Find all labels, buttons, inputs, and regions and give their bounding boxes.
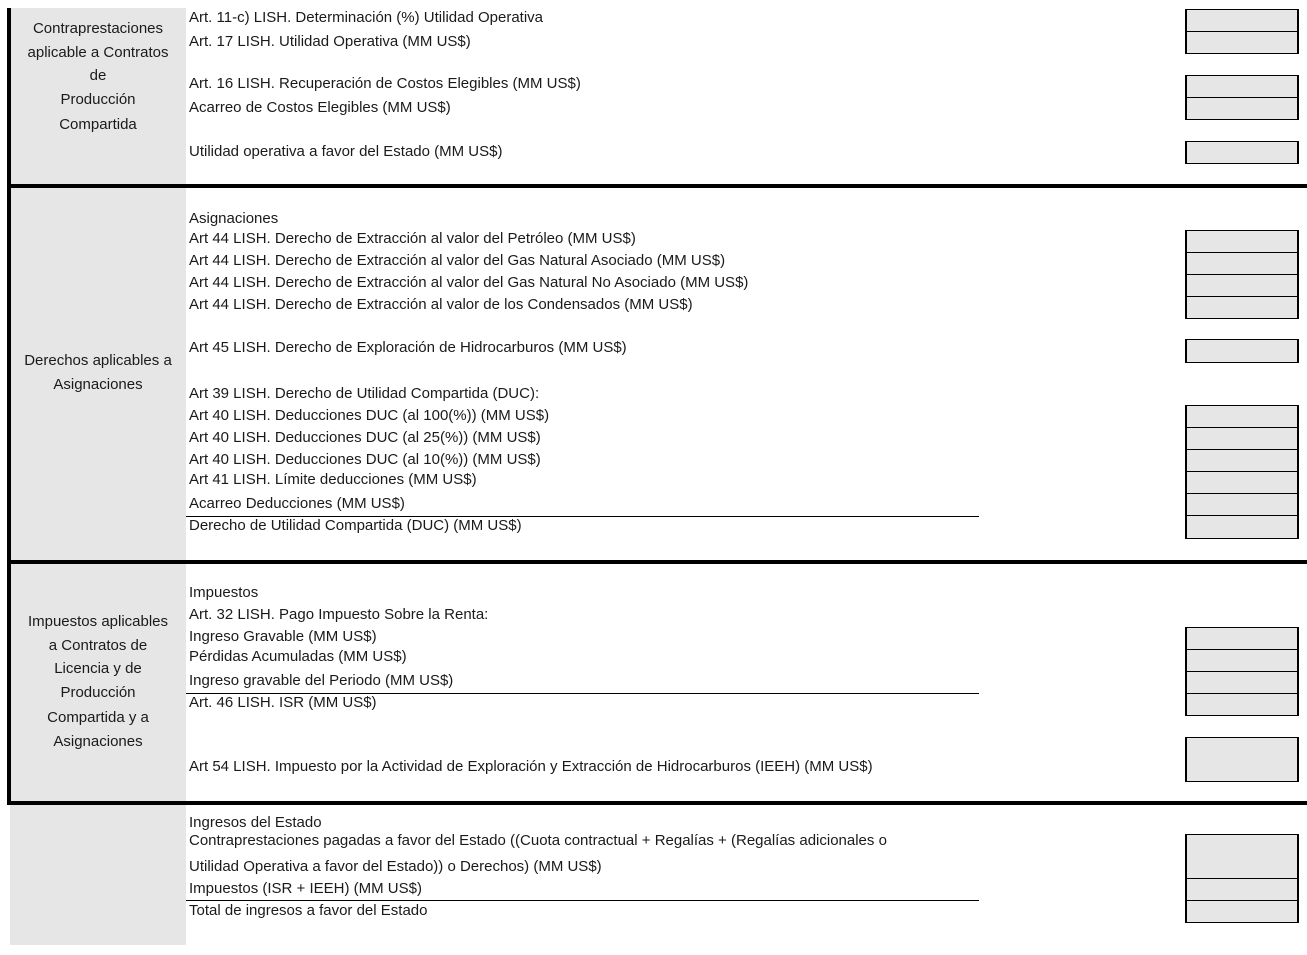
value-cell[interactable] — [1185, 449, 1299, 472]
row-label: Art 44 LISH. Derecho de Extracción al valor del Petróleo (MM US$) — [189, 230, 636, 247]
row-label: Art 40 LISH. Deducciones DUC (al 10(%)) (MM US$) — [189, 451, 541, 468]
value-cell[interactable] — [1185, 515, 1299, 539]
row-total: Art. 46 LISH. ISR (MM US$) — [189, 694, 377, 711]
row-label: Contraprestaciones pagadas a favor del Estado ((Cuota contractual + Regalías + (Regalías adicionales o — [189, 832, 887, 849]
row-label: Art. 16 LISH. Recuperación de Costos Elegibles (MM US$) — [189, 75, 581, 92]
section-divider — [7, 184, 1307, 188]
value-cell[interactable] — [1185, 230, 1299, 253]
value-cell[interactable] — [1185, 671, 1299, 694]
value-cell[interactable] — [1185, 97, 1299, 120]
row-label: Art 44 LISH. Derecho de Extracción al valor del Gas Natural Asociado (MM US$) — [189, 252, 726, 269]
value-cell[interactable] — [1185, 627, 1299, 650]
row-label: Art 54 LISH. Impuesto por la Actividad de Exploración y Extracción de Hidrocarburos (IEEH) (MM US$) — [189, 758, 873, 775]
value-cell[interactable] — [1185, 834, 1299, 880]
row-label: Utilidad operativa a favor del Estado (MM US$) — [189, 143, 503, 160]
row-label: Art. 17 LISH. Utilidad Operativa (MM US$) — [189, 33, 471, 50]
value-cell[interactable] — [1185, 31, 1299, 54]
row-heading: Asignaciones — [189, 210, 279, 227]
section-divider — [7, 560, 1307, 564]
row-label: Ingreso gravable del Periodo (MM US$) — [189, 672, 454, 689]
row-label: Art 45 LISH. Derecho de Exploración de Hidrocarburos (MM US$) — [189, 339, 627, 356]
value-cell[interactable] — [1185, 471, 1299, 494]
value-cell[interactable] — [1185, 649, 1299, 672]
section-2-title: Derechos aplicables a Asignaciones — [24, 352, 172, 393]
row-label: Pérdidas Acumuladas (MM US$) — [189, 648, 407, 665]
section-1-title: Contraprestaciones aplicable a Contratos de Producción Compartida — [27, 20, 169, 133]
section-3-title: Impuestos aplicables a Contratos de Licencia y de Producción Compartida y a Asignaciones — [27, 613, 169, 750]
value-cell[interactable] — [1185, 405, 1299, 428]
row-total: Total de ingresos a favor del Estado — [189, 902, 428, 919]
section-4-sidebar — [10, 805, 186, 945]
value-cell[interactable] — [1185, 737, 1299, 782]
row-heading: Impuestos — [189, 584, 259, 601]
value-cell[interactable] — [1185, 274, 1299, 297]
row-label: Art 44 LISH. Derecho de Extracción al valor de los Condensados (MM US$) — [189, 296, 693, 313]
value-cell[interactable] — [1185, 339, 1299, 363]
value-cell[interactable] — [1185, 900, 1299, 923]
value-cell[interactable] — [1185, 878, 1299, 901]
value-cell[interactable] — [1185, 296, 1299, 319]
value-cell[interactable] — [1185, 493, 1299, 516]
value-cell[interactable] — [1185, 252, 1299, 275]
row-label: Utilidad Operativa a favor del Estado)) o Derechos) (MM US$) — [189, 858, 602, 875]
value-cell[interactable] — [1185, 75, 1299, 98]
row-heading: Art. 32 LISH. Pago Impuesto Sobre la Renta: — [189, 606, 489, 623]
row-label: Acarreo de Costos Elegibles (MM US$) — [189, 99, 451, 116]
row-label: Art 40 LISH. Deducciones DUC (al 100(%)) (MM US$) — [189, 407, 550, 424]
row-label: Art 41 LISH. Límite deducciones (MM US$) — [189, 471, 477, 488]
value-cell[interactable] — [1185, 693, 1299, 716]
subtotal-rule — [186, 900, 979, 901]
row-label: Impuestos (ISR + IEEH) (MM US$) — [189, 880, 422, 897]
row-heading: Art 39 LISH. Derecho de Utilidad Compartida (DUC): — [189, 385, 540, 402]
value-cell[interactable] — [1185, 141, 1299, 164]
row-label: Art 44 LISH. Derecho de Extracción al valor del Gas Natural No Asociado (MM US$) — [189, 274, 749, 291]
row-label: Acarreo Deducciones (MM US$) — [189, 495, 405, 512]
row-label: Art 40 LISH. Deducciones DUC (al 25(%)) (MM US$) — [189, 429, 541, 446]
value-cell[interactable] — [1185, 9, 1299, 32]
value-cell[interactable] — [1185, 427, 1299, 450]
row-label: Ingreso Gravable (MM US$) — [189, 628, 377, 645]
row-heading: Ingresos del Estado — [189, 814, 322, 831]
row-total: Derecho de Utilidad Compartida (DUC) (MM US$) — [189, 517, 522, 534]
section-divider — [7, 801, 1307, 805]
row-label: Art. 11-c) LISH. Determinación (%) Utilidad Operativa — [189, 9, 544, 26]
